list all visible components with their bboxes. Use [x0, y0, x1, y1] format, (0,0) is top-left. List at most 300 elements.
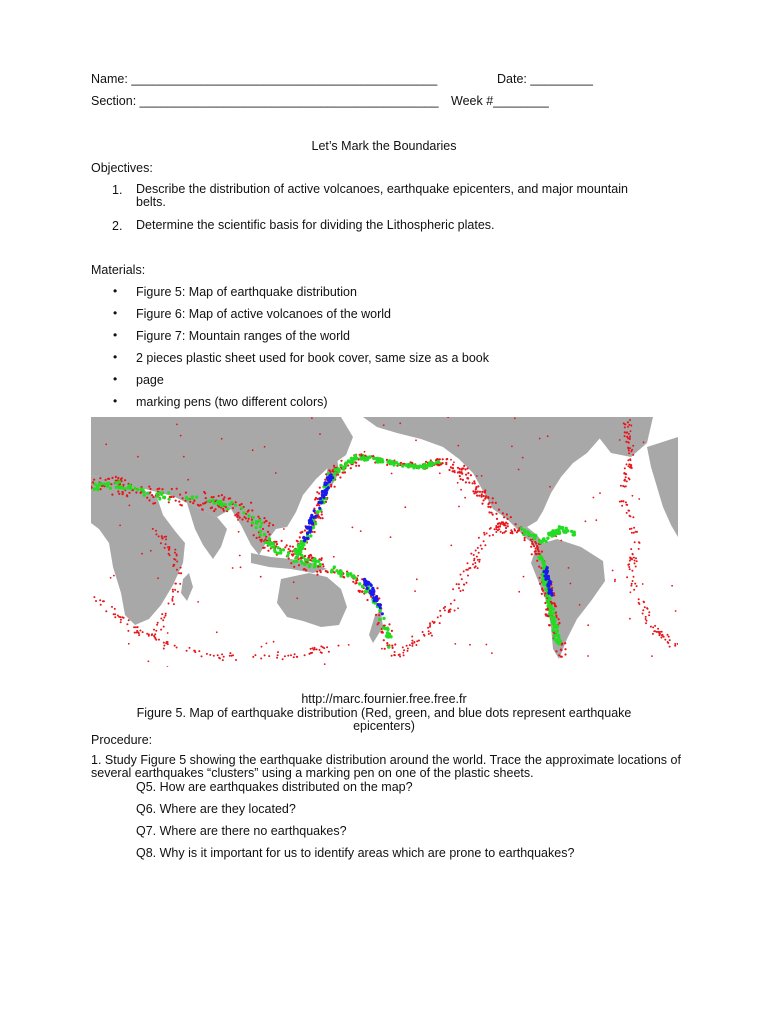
epicenter-dot [235, 501, 237, 503]
epicenter-dot [473, 480, 475, 482]
epicenter-dot [304, 555, 306, 557]
epicenter-dot [500, 531, 502, 533]
epicenter-dot [172, 596, 174, 598]
epicenter-dot [197, 601, 199, 603]
epicenter-dot [223, 656, 225, 658]
epicenter-dot [614, 579, 616, 581]
epicenter-dot [645, 622, 647, 624]
epicenter-dot [357, 575, 359, 577]
epicenter-dot [232, 507, 234, 509]
epicenter-dot [352, 527, 354, 529]
epicenter-dot [626, 480, 628, 482]
question-q6: Q6. Where are they located? [136, 802, 296, 816]
epicenter-dot [460, 478, 462, 480]
epicenter-dot [163, 642, 165, 644]
epicenter-dot [118, 493, 120, 495]
epicenter-dot [359, 590, 361, 592]
epicenter-dot [394, 651, 396, 653]
epicenter-dot [276, 543, 278, 545]
epicenter-dot [630, 459, 632, 461]
epicenter-dot [475, 488, 477, 490]
epicenter-dot [160, 618, 162, 620]
epicenter-dot [292, 560, 295, 563]
epicenter-dot [407, 650, 409, 652]
material-item-4: 2 pieces plastic sheet used for book cover, same size as a book [136, 351, 489, 365]
epicenter-dot [654, 625, 656, 627]
epicenter-dot [599, 492, 601, 494]
epicenter-dot [631, 570, 633, 572]
date-field[interactable] [497, 72, 593, 86]
epicenter-dot [315, 497, 317, 499]
epicenter-dot [459, 468, 461, 470]
epicenter-dot [638, 548, 640, 550]
epicenter-dot [645, 616, 647, 618]
epicenter-dot [474, 482, 476, 484]
epicenter-dot [633, 557, 635, 559]
epicenter-dot [214, 508, 216, 510]
epicenter-dot [340, 460, 342, 462]
epicenter-dot [514, 528, 516, 530]
epicenter-dot [306, 532, 309, 535]
epicenter-dot [119, 485, 122, 488]
epicenter-dot [155, 533, 157, 535]
epicenter-dot [548, 588, 551, 591]
epicenter-dot [628, 433, 630, 435]
epicenter-dot [467, 562, 469, 564]
epicenter-dot [172, 600, 174, 602]
epicenter-dot [488, 511, 490, 513]
epicenter-dot [185, 492, 187, 494]
epicenter-dot [492, 497, 494, 499]
epicenter-dot [176, 569, 178, 571]
epicenter-dot [179, 494, 181, 496]
epicenter-dot [483, 491, 485, 493]
epicenter-dot [257, 516, 259, 518]
epicenter-dot [168, 546, 170, 548]
epicenter-dot [105, 443, 107, 445]
epicenter-dot [556, 532, 559, 535]
epicenter-dot [497, 526, 499, 528]
epicenter-dot [298, 564, 300, 566]
epicenter-dot [548, 624, 550, 626]
epicenter-dot [483, 540, 485, 542]
epicenter-dot [458, 587, 460, 589]
epicenter-dot [535, 542, 537, 544]
epicenter-dot [314, 522, 317, 525]
epicenter-dot [316, 510, 319, 513]
epicenter-dot [222, 659, 224, 661]
question-q7: Q7. Where are there no earthquakes? [136, 824, 347, 838]
epicenter-dot [319, 487, 321, 489]
epicenter-dot [264, 654, 266, 656]
epicenter-dot [293, 656, 295, 658]
epicenter-dot [530, 546, 532, 548]
epicenter-dot [225, 506, 227, 508]
epicenter-dot [477, 559, 479, 561]
epicenter-dot [180, 435, 182, 437]
epicenter-dot [256, 537, 258, 539]
epicenter-dot [523, 576, 525, 578]
epicenter-dot [386, 627, 389, 630]
epicenter-dot [478, 537, 480, 539]
epicenter-dot [465, 481, 467, 483]
epicenter-dot [648, 611, 650, 613]
epicenter-dot [187, 479, 189, 481]
epicenter-dot [339, 476, 341, 478]
epicenter-dot [568, 567, 570, 569]
epicenter-dot [260, 522, 263, 525]
epicenter-dot [217, 502, 220, 505]
epicenter-dot [163, 496, 166, 499]
epicenter-dot [330, 570, 333, 573]
epicenter-dot [297, 558, 299, 560]
epicenter-dot [143, 494, 146, 497]
epicenter-dot [262, 528, 264, 530]
epicenter-dot [318, 504, 320, 506]
epicenter-dot [314, 647, 316, 649]
epicenter-dot [620, 485, 622, 487]
epicenter-dot [495, 525, 497, 527]
epicenter-dot [174, 552, 176, 554]
epicenter-dot [630, 585, 632, 587]
epicenter-dot [464, 497, 466, 499]
epicenter-dot [240, 566, 242, 568]
epicenter-dot [133, 487, 136, 490]
epicenter-dot [360, 530, 362, 532]
epicenter-dot [168, 603, 170, 605]
epicenter-dot [664, 639, 666, 641]
epicenter-dot [492, 534, 494, 536]
epicenter-dot [292, 546, 294, 548]
epicenter-dot [218, 657, 220, 659]
epicenter-dot [163, 536, 165, 538]
epicenter-dot [628, 465, 630, 467]
epicenter-dot [382, 617, 385, 620]
epicenter-dot [429, 624, 431, 626]
section-blank[interactable]: ___________________________________________ [139, 94, 439, 108]
epicenter-dot [446, 458, 448, 460]
epicenter-dot [279, 549, 282, 552]
epicenter-dot [312, 647, 314, 649]
epicenter-dot [194, 650, 196, 652]
epicenter-dot [381, 648, 383, 650]
epicenter-dot [375, 614, 377, 616]
epicenter-dot [268, 537, 271, 540]
epicenter-dot [251, 509, 253, 511]
epicenter-dot [118, 480, 121, 483]
date-blank[interactable]: _________ [530, 72, 593, 86]
epicenter-dot [541, 551, 543, 553]
epicenter-dot [439, 472, 441, 474]
epicenter-dot [551, 529, 554, 532]
material-item-6: marking pens (two different colors) [136, 395, 328, 409]
epicenter-dot [628, 452, 630, 454]
epicenter-dot [459, 475, 461, 477]
epicenter-dot [491, 502, 493, 504]
epicenter-dot [391, 473, 393, 475]
epicenter-dot [155, 530, 157, 532]
epicenter-dot [539, 541, 542, 544]
epicenter-dot [299, 536, 301, 538]
objectives-heading: Objectives: [91, 161, 153, 175]
epicenter-dot [415, 644, 417, 646]
epicenter-dot [319, 649, 321, 651]
bullet-3: • [113, 328, 118, 342]
name-field[interactable] [91, 72, 437, 86]
epicenter-dot [555, 535, 557, 537]
epicenter-dot [674, 643, 676, 645]
epicenter-dot [337, 468, 340, 471]
epicenter-dot [148, 499, 150, 501]
epicenter-dot [539, 553, 541, 555]
epicenter-dot [628, 450, 630, 452]
epicenter-dot [624, 467, 626, 469]
epicenter-dot [361, 454, 363, 456]
epicenter-dot [537, 546, 539, 548]
epicenter-dot [158, 497, 161, 500]
epicenter-dot [365, 580, 368, 583]
epicenter-dot [559, 526, 562, 529]
epicenter-dot [631, 528, 633, 530]
epicenter-dot [662, 635, 664, 637]
epicenter-dot [172, 589, 174, 591]
epicenter-dot [316, 574, 318, 576]
epicenter-dot [473, 559, 475, 561]
epicenter-dot [631, 467, 633, 469]
epicenter-dot [260, 576, 262, 578]
epicenter-dot [534, 551, 536, 553]
epicenter-dot [399, 422, 401, 424]
epicenter-dot [551, 629, 554, 632]
epicenter-dot [136, 632, 138, 634]
epicenter-dot [254, 654, 256, 656]
epicenter-dot [652, 626, 654, 628]
epicenter-dot [98, 484, 101, 487]
epicenter-dot [198, 650, 200, 652]
figure-source: http://marc.fournier.free.free.fr [301, 692, 467, 706]
epicenter-dot [460, 489, 462, 491]
epicenter-dot [531, 541, 533, 543]
epicenter-dot [173, 603, 175, 605]
epicenter-dot [164, 547, 166, 549]
epicenter-dot [511, 446, 513, 448]
epicenter-dot [459, 472, 461, 474]
epicenter-dot [448, 469, 450, 471]
epicenter-dot [100, 488, 102, 490]
epicenter-dot [100, 604, 102, 606]
section-field[interactable] [91, 94, 439, 108]
epicenter-dot [624, 435, 626, 437]
epicenter-dot [539, 555, 542, 558]
epicenter-dot [320, 501, 323, 504]
epicenter-dot [99, 599, 101, 601]
epicenter-dot [622, 500, 624, 502]
epicenter-dot [387, 645, 390, 648]
epicenter-dot [657, 628, 659, 630]
figure-caption-line-1: Figure 5. Map of earthquake distribution (Red, green, and blue dots represent earthquake [136, 706, 632, 720]
epicenter-dot [593, 497, 595, 499]
epicenter-dot [361, 585, 364, 588]
epicenter-dot [292, 554, 294, 556]
epicenter-dot [265, 520, 267, 522]
epicenter-dot [457, 482, 459, 484]
epicenter-dot [550, 594, 553, 597]
epicenter-dot [99, 477, 101, 479]
name-blank[interactable]: ____________________________________________ [131, 72, 438, 86]
epicenter-dot [635, 566, 637, 568]
week-field[interactable] [451, 94, 549, 108]
epicenter-dot [401, 464, 404, 467]
epicenter-dot [378, 609, 381, 612]
epicenter-dot [463, 584, 465, 586]
epicenter-dot [247, 510, 249, 512]
epicenter-dot [389, 460, 392, 463]
material-item-3: Figure 7: Mountain ranges of the world [136, 329, 351, 343]
epicenter-dot [307, 537, 310, 540]
epicenter-dot [134, 632, 136, 634]
material-item-2: Figure 6: Map of active volcanoes of the world [136, 307, 391, 321]
epicenter-dot [521, 532, 523, 534]
epicenter-dot [632, 454, 634, 456]
epicenter-dot [638, 598, 640, 600]
epicenter-dot [213, 655, 215, 657]
epicenter-dot [627, 447, 629, 449]
epicenter-dot [486, 532, 488, 534]
epicenter-dot [564, 648, 566, 650]
bullet-5: • [113, 372, 118, 386]
epicenter-dot [549, 486, 551, 488]
epicenter-dot [221, 438, 223, 440]
epicenter-dot [432, 462, 435, 465]
epicenter-dot [378, 618, 381, 621]
epicenter-dot [626, 504, 628, 506]
epicenter-dot [391, 630, 393, 632]
epicenter-dot [364, 590, 367, 593]
epicenter-dot [236, 513, 238, 515]
epicenter-dot [92, 481, 94, 483]
epicenter-dot [114, 608, 116, 610]
epicenter-dot [126, 495, 128, 497]
epicenter-dot [157, 622, 159, 624]
epicenter-dot [544, 592, 546, 594]
week-blank[interactable]: ________ [493, 94, 549, 108]
epicenter-dot [105, 479, 107, 481]
epicenter-dot [448, 610, 450, 612]
epicenter-dot [483, 532, 485, 534]
epicenter-dot [481, 503, 483, 505]
epicenter-dot [570, 530, 573, 533]
epicenter-dot [553, 622, 556, 625]
epicenter-dot [368, 455, 371, 458]
epicenter-dot [633, 576, 635, 578]
epicenter-dot [626, 463, 628, 465]
epicenter-dot [279, 551, 282, 554]
epicenter-dot [502, 532, 504, 534]
epicenter-dot [454, 610, 456, 612]
epicenter-dot [137, 626, 139, 628]
epicenter-dot [252, 656, 254, 658]
epicenter-dot [469, 567, 471, 569]
epicenter-dot [633, 589, 635, 591]
epicenter-dot [667, 642, 669, 644]
epicenter-dot [242, 511, 245, 514]
epicenter-dot [273, 641, 275, 643]
epicenter-dot [289, 545, 291, 547]
epicenter-dot [155, 492, 158, 495]
epicenter-dot [430, 632, 432, 634]
epicenter-dot [507, 523, 509, 525]
epicenter-dot [122, 484, 124, 486]
epicenter-dot [326, 646, 328, 648]
epicenter-dot [466, 582, 468, 584]
epicenter-dot [386, 631, 389, 634]
epicenter-dot [259, 525, 262, 528]
epicenter-dot [630, 450, 632, 452]
epicenter-dot [119, 525, 121, 527]
epicenter-dot [306, 558, 309, 561]
epicenter-dot [435, 459, 437, 461]
epicenter-dot [284, 655, 286, 657]
epicenter-dot [180, 572, 182, 574]
epicenter-dot [322, 565, 324, 567]
epicenter-dot [474, 562, 476, 564]
epicenter-dot [439, 622, 441, 624]
epicenter-dot [498, 528, 500, 530]
epicenter-dot [238, 531, 240, 533]
epicenter-dot [318, 507, 321, 510]
epicenter-dot [273, 549, 276, 552]
epicenter-dot [570, 583, 572, 585]
epicenter-dot [275, 472, 277, 474]
epicenter-dot [463, 570, 465, 572]
epicenter-dot [361, 590, 363, 592]
epicenter-dot [674, 645, 676, 647]
epicenter-dot [557, 636, 560, 639]
epicenter-dot [93, 487, 96, 490]
epicenter-dot [476, 556, 478, 558]
epicenter-dot [269, 522, 271, 524]
epicenter-dot [558, 622, 560, 624]
epicenter-dot [643, 601, 645, 603]
epicenter-dot [232, 654, 234, 656]
epicenter-dot [229, 652, 231, 654]
epicenter-dot [321, 557, 323, 559]
epicenter-dot [327, 486, 330, 489]
epicenter-dot [146, 492, 149, 495]
epicenter-dot [634, 541, 636, 543]
epicenter-dot [266, 643, 268, 645]
epicenter-dot [117, 490, 119, 492]
epicenter-dot [624, 426, 626, 428]
epicenter-dot [650, 626, 652, 628]
epicenter-dot [632, 516, 634, 518]
epicenter-dot [411, 636, 413, 638]
epicenter-dot [487, 496, 489, 498]
epicenter-dot [485, 495, 487, 497]
epicenter-dot [309, 563, 312, 566]
epicenter-dot [106, 482, 109, 485]
epicenter-dot [475, 486, 477, 488]
epicenter-dot [624, 473, 626, 475]
epicenter-dot [259, 533, 262, 536]
epicenter-dot [511, 532, 513, 534]
epicenter-dot [484, 498, 486, 500]
epicenter-dot [264, 547, 266, 549]
epicenter-dot [630, 430, 632, 432]
epicenter-dot [126, 623, 128, 625]
date-label: Date: [497, 72, 527, 86]
epicenter-dot [450, 608, 452, 610]
